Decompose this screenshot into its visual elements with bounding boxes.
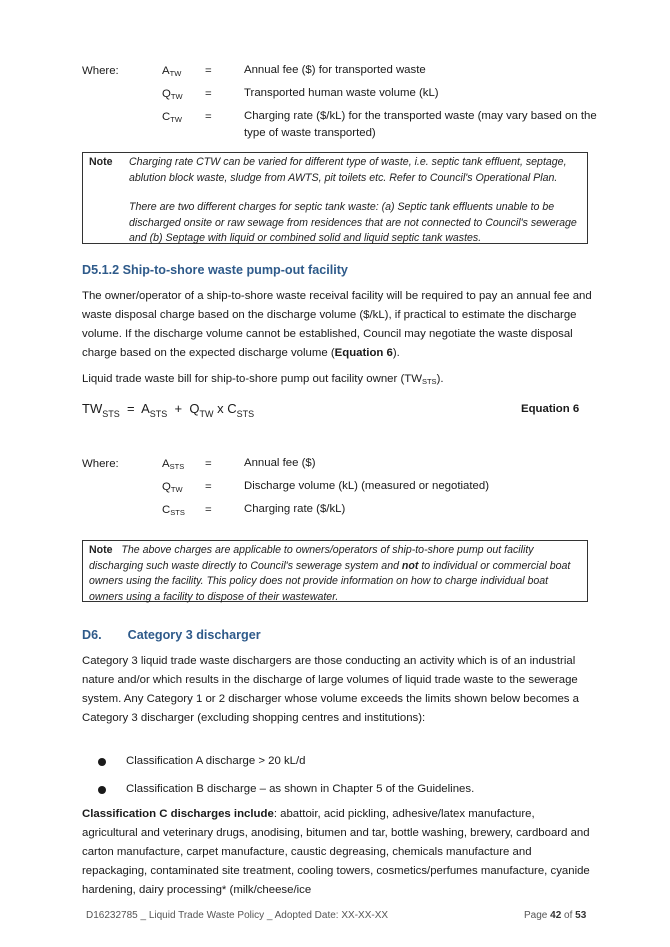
definition-row [82,108,602,144]
note-box-pump-out [82,540,588,602]
equals-sign: = [205,88,212,100]
variable-description: Charging rate ($/kL) [244,503,346,515]
equals-sign: = [205,504,212,516]
variable-symbol: $A_{TW}$ [162,65,182,78]
equals-sign: = [205,458,212,470]
definition-row [82,478,602,498]
equals-sign: = [205,481,212,493]
definition-row [82,85,602,105]
body-paragraph: Category 3 liquid trade waste dischargers are those conducting an activity which is of an industrial nature and/or which results in the discharge of large volumes of liquid trade waste to the sewerage system. Any Category 1 or 2 discharger whose volume exceeds the limits shown below becomes a Category 3 discharger (excluding shopping centres and institutions): [82,655,579,724]
note-text: Charging rate CTW can be varied for different type of waste, i.e. septic tank effluent, septage, ablution block waste, sludge from AWTS, pit toilets etc. Refer to Council's Operational Plan. [129,156,567,184]
note-label: Note [89,156,113,168]
bullet-item: Classification A discharge > 20 kL/d [126,755,306,767]
variable-description: Annual fee ($) for transported waste [244,64,426,76]
variable-symbol: $A_{STS}$ [162,458,185,471]
footer-page-number: Page 42 of 53 [524,910,587,921]
definition-row [82,455,602,475]
variable-description: Transported human waste volume (kL) [244,87,439,99]
equals-sign: = [205,65,212,77]
bullet-marker [98,758,106,766]
bullet-item: Classification B discharge – as shown in Chapter 5 of the Guidelines. [126,783,475,795]
where-label: Where: [82,458,119,470]
variable-symbol: $C_{STS}$ [162,504,185,517]
equation-formula: $TW_{STS} = A_{STS} + Q_{TW}$ x $C_{STS}$ [82,401,255,419]
equals-sign: = [205,111,212,123]
note-box-charging-rate [82,152,588,244]
note-paragraph [89,155,581,186]
variable-description: Annual fee ($) [244,457,316,469]
where-label: Where: [82,65,119,77]
variable-description: Discharge volume (kL) (measured or negotiated) [244,480,490,492]
definition-row [82,62,602,82]
variable-symbol: $Q_{TW}$ [162,88,183,101]
variable-symbol: $Q_{TW}$ [162,481,183,494]
definition-row [82,501,602,521]
section-heading: D5.1.2 Ship-to-shore waste pump-out facility [82,263,348,277]
section-heading-d6: D6. Category 3 discharger [82,628,261,642]
variable-description: Charging rate ($/kL) for the transported waste (may vary based on the type of waste transported) [244,110,597,139]
classification-c-paragraph: Classification C discharges include: abattoir, acid pickling, adhesive/latex manufacture, agricultural and veterinary drugs, anodising, bitumen and tar, bottle washing, brewery, cardboard and carton manufacture, carpet manufacture, caustic degreasing, chemicals manufacture and repackaging, contaminated site treatment, cooling towers, cosmetics/perfumes manufacture, cyanide hardening, dairy processing* (milk/cheese/ice [82,808,590,896]
footer-document-id: D16232785 _ Liquid Trade Waste Policy _ Adopted Date: XX-XX-XX [86,910,389,921]
variable-symbol: $C_{TW}$ [162,111,182,124]
bill-line: Liquid trade waste bill for ship-to-shore pump out facility owner $(TW_{STS})$. [82,373,444,386]
bullet-marker [98,786,106,794]
note-label: Note [89,544,113,556]
note-text: The above charges are applicable to owners/operators of ship-to-shore pump out facility discharging such waste directly to Council's sewerage system and not to individual or commercial boat owners using the facility. This policy does not provide information on how to charge individual boat owners using a facility to dispose of their wastewater. [89,544,571,603]
body-paragraph: The owner/operator of a ship-to-shore waste receival facility will be required to pay an annual fee and waste disposal charge based on the discharge volume ($/kL), if practical to estimate the discharge volume. If the discharge volume cannot be established, Council may negotiate the waste disposal charge based on the expected discharge volume (Equation 6). [82,290,592,359]
note-text: There are two different charges for septic tank waste: (a) Septic tank effluents unable to be discharged onsite or raw sewage from residences that are not connected to Council's sewerage and (b) Septage with liquid or combined solid and liquid septic tank wastes. [129,201,577,244]
equation-label: Equation 6 [521,403,580,415]
